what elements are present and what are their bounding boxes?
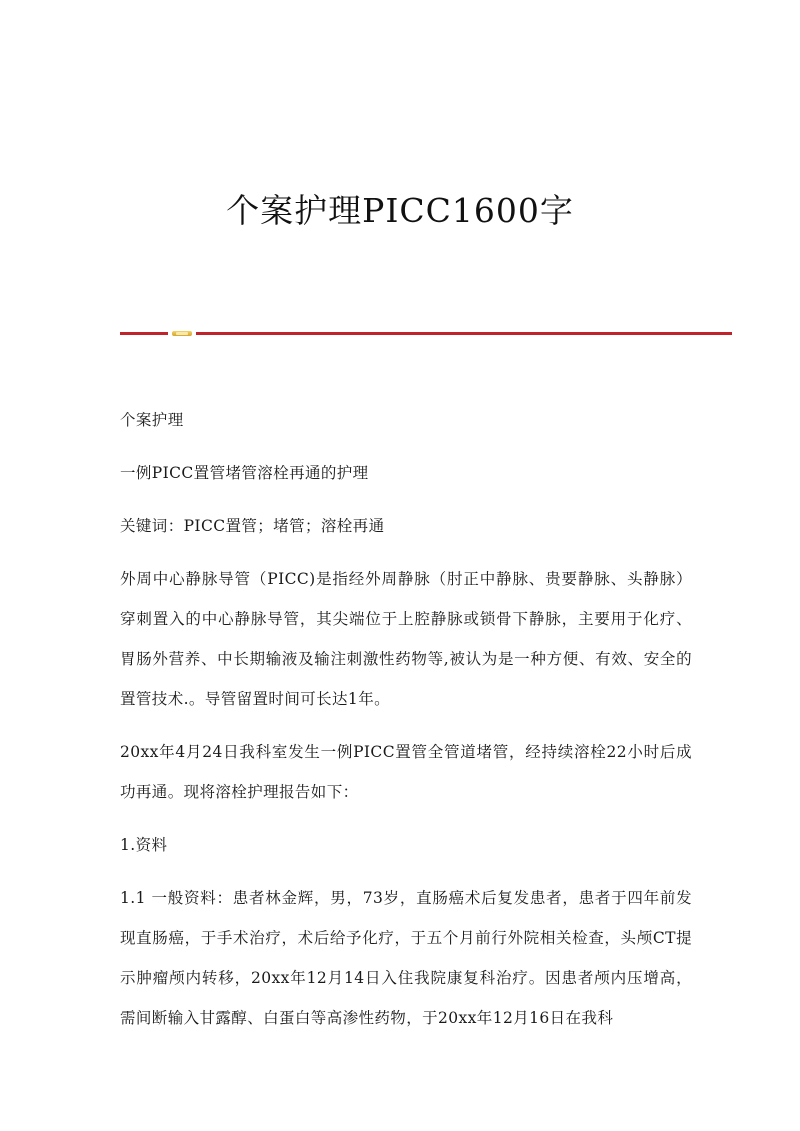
- article-title: 一例PICC置管堵管溶栓再通的护理: [120, 464, 369, 482]
- section-1-heading: 1.资料: [120, 836, 168, 854]
- divider-left-bar: [120, 332, 168, 335]
- case-paragraph: 20xx年4月24日我科室发生一例PICC置管全管道堵管，经持续溶栓22小时后成功再通。现将溶栓护理报告如下：: [120, 743, 692, 801]
- divider-right-bar: [196, 332, 732, 335]
- document-title: 个案护理PICC1600字: [226, 191, 574, 230]
- section-heading: 个案护理: [120, 411, 184, 429]
- divider-ornament-icon: [172, 331, 192, 336]
- document-body: [120, 405, 692, 1056]
- keywords-line: 关键词：PICC置管；堵管；溶栓再通: [120, 517, 385, 535]
- intro-paragraph: 外周中心静脉导管（PICC)是指经外周静脉（肘正中静脉、贵要静脉、头静脉）穿刺置入的中心静脉导管，其尖端位于上腔静脉或锁骨下静脉，主要用于化疗、胃肠外营养、中长期输液及输注刺激性药物等,被认为是一种方便、有效、安全的置管技术.。导管留置时间可长达1年。: [120, 570, 692, 708]
- title-divider: [120, 331, 732, 337]
- general-info-paragraph: 1.1 一般资料：患者林金辉，男，73岁，直肠癌术后复发患者，患者于四年前发现直肠癌，于手术治疗，术后给予化疗，于五个月前行外院相关检查，头颅CT提示肿瘤颅内转移，20xx年12月14日入住我院康复科治疗。因患者颅内压增高，需间断输入甘露醇、白蛋白等高渗性药物，于20xx年12月16日在我科: [120, 889, 692, 1027]
